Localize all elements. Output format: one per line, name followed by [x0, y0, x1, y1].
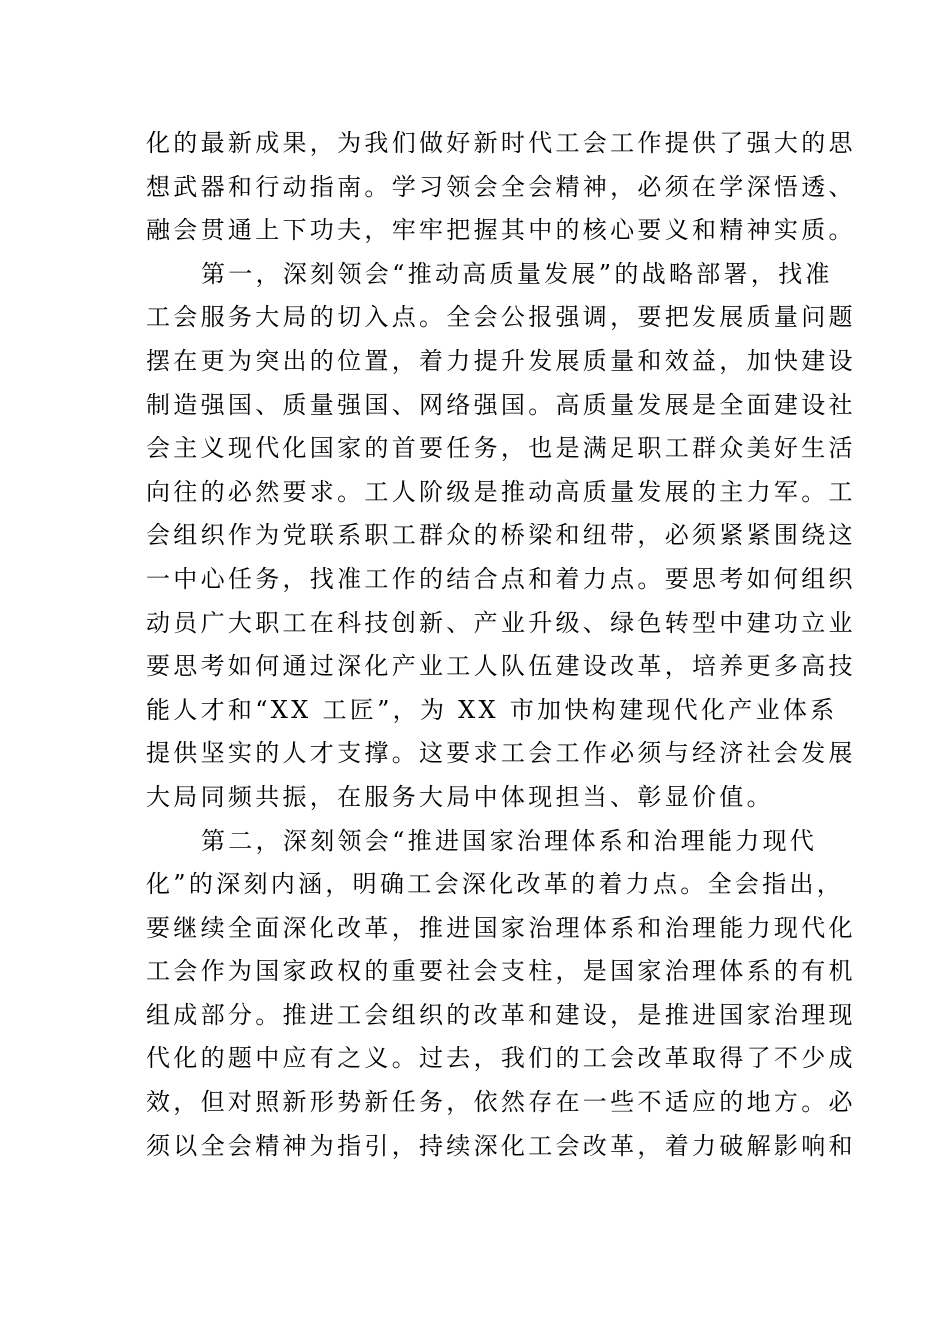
text-line: 须以全会精神为指引，持续深化工会改革，着力破解影响和 [146, 1131, 856, 1160]
text-line: 想武器和行动指南。学习领会全会精神，必须在学深悟透、 [146, 172, 856, 201]
text-line: 工会作为国家政权的重要社会支柱，是国家治理体系的有机 [146, 957, 856, 986]
paragraph-continuation [146, 122, 856, 253]
text-line: 摆在更为突出的位置，着力提升发展质量和效益，加快建设 [146, 346, 856, 375]
text-line: 第二，深刻领会“推进国家治理体系和治理能力现代 [201, 826, 818, 855]
text-line: 要思考如何通过深化产业工人队伍建设改革，培养更多高技 [146, 652, 856, 681]
text-line: 效，但对照新形势新任务，依然存在一些不适应的地方。必 [146, 1088, 856, 1117]
text-line: 工会服务大局的切入点。全会公报强调，要把发展质量问题 [146, 303, 856, 332]
document-body [146, 122, 856, 1168]
text-line: 要继续全面深化改革，推进国家治理体系和治理能力现代化 [146, 913, 856, 942]
text-line: 能人才和“XX 工匠”，为 XX 市加快构建现代化产业体系 [146, 695, 838, 724]
text-line: 动员广大职工在科技创新、产业升级、绿色转型中建功立业 [146, 608, 856, 637]
text-line: 化的最新成果，为我们做好新时代工会工作提供了强大的思 [146, 129, 856, 157]
text-line: 第一，深刻领会“推动高质量发展”的战略部署，找准 [201, 259, 833, 288]
text-line: 提供坚实的人才支撑。这要求工会工作必须与经济社会发展 [146, 739, 856, 768]
text-line: 代化的题中应有之义。过去，我们的工会改革取得了不少成 [146, 1044, 856, 1073]
text-line: 组成部分。推进工会组织的改革和建设，是推进国家治理现 [146, 1000, 856, 1029]
text-line: 会主义现代化国家的首要任务，也是满足职工群众美好生活 [146, 434, 856, 463]
paragraph-second-point [146, 820, 856, 1169]
text-line: 化”的深刻内涵，明确工会深化改革的着力点。全会指出， [146, 870, 845, 899]
text-line: 一中心任务，找准工作的结合点和着力点。要思考如何组织 [146, 564, 856, 593]
text-line: 大局同频共振，在服务大局中体现担当、彰显价值。 [146, 782, 774, 811]
text-line: 制造强国、质量强国、网络强国。高质量发展是全面建设社 [146, 390, 856, 419]
text-line: 向往的必然要求。工人阶级是推动高质量发展的主力军。工 [146, 477, 856, 506]
text-line: 融会贯通上下功夫，牢牢把握其中的核心要义和精神实质。 [146, 216, 856, 245]
paragraph-first-point [146, 253, 856, 820]
text-line: 会组织作为党联系职工群众的桥梁和纽带，必须紧紧围绕这 [146, 521, 856, 550]
